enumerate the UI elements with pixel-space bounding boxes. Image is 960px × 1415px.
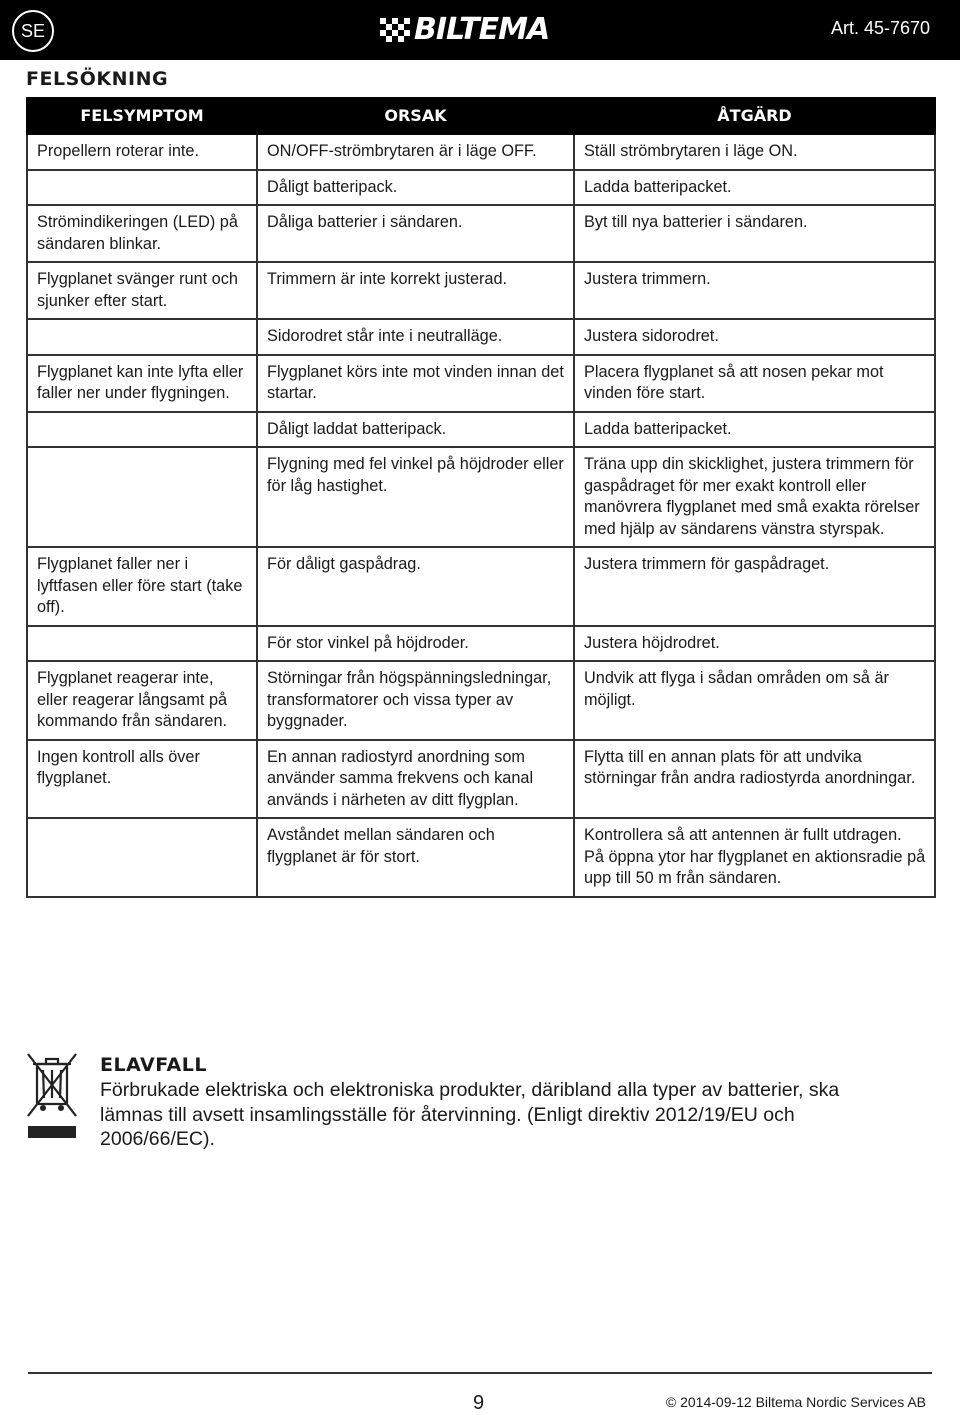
remedy-cell: Kontrollera så att antennen är fullt utdragen. På öppna ytor har flygplanet en aktionsradie på upp till 50 m från sändaren.: [574, 818, 935, 897]
table-row: [27, 355, 935, 412]
section-title: FELSÖKNING: [26, 68, 169, 90]
symptom-cell: Ingen kontroll alls över flygplanet.: [27, 740, 257, 819]
troubleshooting-table: [26, 97, 936, 898]
cause-cell: Trimmern är inte korrekt justerad.: [257, 262, 574, 319]
column-header-cause: ORSAK: [257, 98, 574, 134]
table-row: [27, 412, 935, 448]
remedy-cell: Ladda batteripacket.: [574, 412, 935, 448]
table-row: [27, 661, 935, 740]
copyright-notice: © 2014-09-12 Biltema Nordic Services AB: [665, 1394, 926, 1410]
cause-cell: För stor vinkel på höjdroder.: [257, 626, 574, 662]
cause-cell: Dåligt batteripack.: [257, 170, 574, 206]
weee-crossed-bin-icon: [26, 1050, 78, 1144]
table-row: [27, 319, 935, 355]
symptom-cell: Flygplanet svänger runt och sjunker efter start.: [27, 262, 257, 319]
page-header: [0, 0, 960, 60]
cause-cell: ON/OFF-strömbrytaren är i läge OFF.: [257, 134, 574, 170]
table-row: [27, 626, 935, 662]
remedy-cell: Placera flygplanet så att nosen pekar mot vinden före start.: [574, 355, 935, 412]
table-row: [27, 447, 935, 547]
table-row: [27, 205, 935, 262]
remedy-cell: Justera höjdrodret.: [574, 626, 935, 662]
remedy-cell: Ladda batteripacket.: [574, 170, 935, 206]
table-row: [27, 740, 935, 819]
table-row: [27, 170, 935, 206]
symptom-cell: [27, 447, 257, 547]
symptom-cell: Strömindikeringen (LED) på sändaren blinkar.: [27, 205, 257, 262]
remedy-cell: Byt till nya batterier i sändaren.: [574, 205, 935, 262]
symptom-cell: [27, 412, 257, 448]
cause-cell: En annan radiostyrd anordning som använder samma frekvens och kanal används i närheten av ditt flygplan.: [257, 740, 574, 819]
table-row: [27, 134, 935, 170]
cause-cell: För dåligt gaspådrag.: [257, 547, 574, 626]
disposal-section: [26, 1050, 934, 1160]
symptom-cell: [27, 319, 257, 355]
column-header-symptom: FELSYMPTOM: [27, 98, 257, 134]
remedy-cell: Undvik att flyga i sådan områden om så är möjligt.: [574, 661, 935, 740]
remedy-cell: Justera sidorodret.: [574, 319, 935, 355]
cause-cell: Störningar från högspänningsledningar, transformatorer och vissa typer av byggnader.: [257, 661, 574, 740]
symptom-cell: Propellern roterar inte.: [27, 134, 257, 170]
remedy-cell: Justera trimmern.: [574, 262, 935, 319]
cause-cell: Dåliga batterier i sändaren.: [257, 205, 574, 262]
remedy-cell: Ställ strömbrytaren i läge ON.: [574, 134, 935, 170]
table-row: [27, 547, 935, 626]
cause-cell: Flygning med fel vinkel på höjdroder eller för låg hastighet.: [257, 447, 574, 547]
symptom-cell: Flygplanet reagerar inte, eller reagerar långsamt på kommando från sändaren.: [27, 661, 257, 740]
table-row: [27, 818, 935, 897]
table-row: [27, 262, 935, 319]
checkered-flag-icon: [378, 14, 412, 46]
brand-name: BILTEMA: [414, 12, 550, 47]
disposal-title: ELAVFALL: [100, 1054, 207, 1076]
cause-cell: Avståndet mellan sändaren och flygplanet är för stort.: [257, 818, 574, 897]
cause-cell: Sidorodret står inte i neutralläge.: [257, 319, 574, 355]
symptom-cell: Flygplanet faller ner i lyftfasen eller före start (take off).: [27, 547, 257, 626]
symptom-cell: [27, 818, 257, 897]
footer-divider: [28, 1372, 932, 1374]
article-number: Art. 45-7670: [830, 18, 930, 38]
cause-cell: Flygplanet körs inte mot vinden innan det startar.: [257, 355, 574, 412]
cause-cell: Dåligt laddat batteripack.: [257, 412, 574, 448]
column-header-remedy: ÅTGÄRD: [574, 98, 935, 134]
remedy-cell: Träna upp din skicklighet, justera trimmern för gaspådraget för mer exakt kontroll eller manövrera flygplanet med små exakta rörelser med hjälp av sändarens vänstra styrspak.: [574, 447, 935, 547]
biltema-logo: [378, 12, 550, 47]
symptom-cell: [27, 170, 257, 206]
page-number: 9: [473, 1392, 485, 1414]
symptom-cell: [27, 626, 257, 662]
remedy-cell: Flytta till en annan plats för att undvika störningar från andra radiostyrda anordningar.: [574, 740, 935, 819]
symptom-cell: Flygplanet kan inte lyfta eller faller ner under flygningen.: [27, 355, 257, 412]
table-header-row: [27, 98, 935, 134]
disposal-text: Förbrukade elektriska och elektroniska produkter, däribland alla typer av batterier, ska lämnas till avsett insamlingsställe för återvinning. (Enligt direktiv 2012/19/EU och 2006/66/EC).: [100, 1079, 840, 1150]
remedy-cell: Justera trimmern för gaspådraget.: [574, 547, 935, 626]
language-badge: SE: [12, 10, 54, 52]
